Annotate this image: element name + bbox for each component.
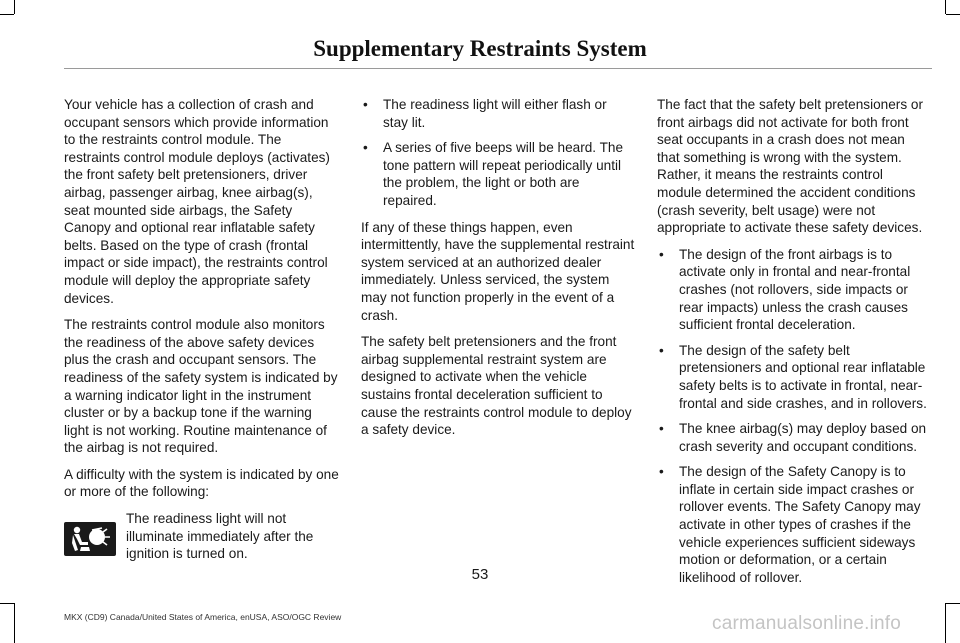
crop-mark-bottom-left-h	[0, 603, 14, 604]
crop-mark-bottom-left	[14, 603, 15, 643]
indicator-description: The readiness light will not illuminate immediately after the ignition is turned on.	[126, 511, 314, 562]
crop-mark-bottom-right	[945, 603, 946, 643]
paragraph: The safety belt pretensioners and the front airbag supplemental restraint system are designed to activate when the vehicle sustains frontal deceleration sufficient to cause the restraints control module to deploy a safety device.	[361, 334, 632, 438]
crop-mark-top-left	[14, 0, 15, 14]
header-divider	[64, 68, 932, 69]
bullet-list	[657, 246, 931, 587]
airbag-warning-icon	[64, 522, 116, 556]
list-item: • The design of the Safety Canopy is to inflate in certain side impact crashes or rollover events. The Safety Canopy may activate in other types of crashes if the vehicle experiences sufficient sideways motion or deformation, or a certain likelihood of rollover.	[657, 463, 931, 586]
page-title: Supplementary Restraints System	[313, 36, 647, 61]
crop-mark-top-left-h	[0, 14, 14, 15]
paragraph: A difficulty with the system is indicated by one or more of the following:	[64, 466, 339, 500]
paragraph: The fact that the safety belt pretensioners or front airbags did not activate for both front seat occupants in a crash does not mean that something is wrong with the system. Rather, it means the restraints control module determined the accident conditions (crash severity, belt usage) were not appropriate to activate these safety devices.	[657, 97, 923, 236]
list-item: • The design of the front airbags is to activate only in frontal and near-frontal crashes (not rollovers, side impacts or rear impacts) unless the crash causes sufficient frontal deceleration.	[657, 246, 931, 334]
paragraph: If any of these things happen, even intermittently, have the supplemental restraint system serviced at an authorized dealer immediately. Unless serviced, the system may not function properly in the event of a crash.	[361, 219, 635, 323]
watermark: carmanualsonline.info	[712, 613, 902, 634]
column-2	[361, 96, 635, 448]
crop-mark-top-right-h	[946, 14, 960, 15]
warning-indicator-row	[64, 510, 340, 563]
list-item: • The readiness light will either flash or stay lit.	[361, 96, 635, 131]
list-item: • A series of five beeps will be heard. The tone pattern will repeat periodically until the problem, the light or both are repaired.	[361, 139, 635, 209]
crop-mark-top-right	[945, 0, 946, 14]
page-number: 53	[471, 566, 489, 583]
list-item: • The design of the safety belt pretensioners and optional rear inflatable safety belts is to activate in frontal, near-frontal and side crashes, and in rollovers.	[657, 342, 931, 412]
column-3	[657, 96, 931, 595]
column-1	[64, 96, 340, 563]
document-info: MKX (CD9) Canada/United States of America, enUSA, ASO/OGC Review	[64, 612, 342, 622]
paragraph: The restraints control module also monitors the readiness of the above safety devices plus the crash and occupant sensors. The readiness of the safety system is indicated by a warning indicator light in the instrument cluster or by a backup tone if the warning light is not working. Routine maintenance of the airbag is not required.	[64, 317, 338, 456]
paragraph: Your vehicle has a collection of crash and occupant sensors which provide information to the restraints control module. The restraints control module deploys (activates) the front safety belt pretensioners, driver airbag, passenger airbag, knee airbag(s), seat mounted side airbags, the Safety Canopy and optional rear inflatable safety belts. Based on the type of crash (frontal impact or side impact), the restraints control module will deploy the appropriate safety devices.	[64, 97, 330, 306]
bullet-list	[361, 96, 635, 210]
crop-mark-bottom-right-h	[946, 603, 960, 604]
list-item: • The knee airbag(s) may deploy based on crash severity and occupant conditions.	[657, 420, 931, 455]
